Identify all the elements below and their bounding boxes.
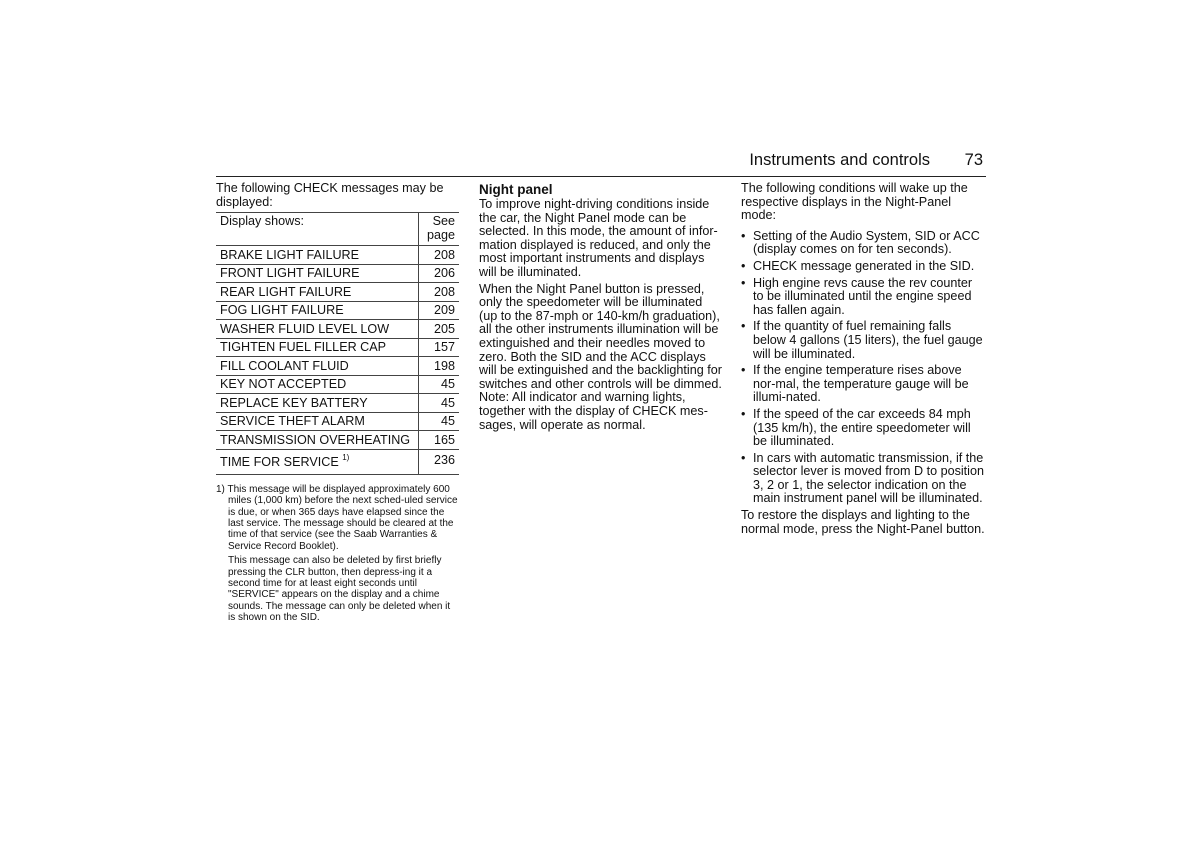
message-label: TRANSMISSION OVERHEATING	[216, 431, 419, 450]
list-item: • If the engine temperature rises above nor-mal, the temperature gauge will be illumi-nated.	[741, 364, 986, 405]
list-item: • CHECK message generated in the SID.	[741, 260, 986, 274]
wake-conditions-intro: The following conditions will wake up the respective displays in the Night-Panel mode:	[741, 181, 968, 223]
footnote-continuation: This message can also be deleted by first briefly pressing the CLR button, then depress-ing it a second time for at least eight seconds until "SERVICE" appears on the display and a chime sounds. The message can only be deleted when it is shown on the SID.	[228, 555, 451, 624]
message-page: 209	[419, 301, 460, 320]
message-page: 208	[419, 246, 460, 265]
footnote-marker: 1)	[342, 452, 350, 462]
message-page: 165	[419, 431, 460, 450]
see-page-header-line2: page	[426, 228, 455, 243]
table-row	[216, 412, 459, 431]
list-item: • In cars with automatic transmission, if the selector lever is moved from D to position 3, 2 or 1, the selector indication on the main instrument panel will be illuminated.	[741, 452, 986, 506]
night-panel-paragraph-1: To improve night-driving conditions inside the car, the Night Panel mode can be selected. In this mode, the amount of infor-mation displayed is reduced, and only the most important instruments and displays will be illuminated.	[479, 197, 718, 279]
table-row	[216, 449, 459, 474]
see-page-header-line1: See	[432, 214, 455, 229]
middle-column	[479, 182, 722, 435]
message-label: SERVICE THEFT ALARM	[216, 412, 419, 431]
table-row	[216, 246, 459, 265]
table-row	[216, 431, 459, 450]
table-row	[216, 338, 459, 357]
table-row	[216, 375, 459, 394]
table-row	[216, 301, 459, 320]
section-title: Instruments and controls	[749, 151, 930, 169]
message-page: 157	[419, 338, 460, 357]
message-page: 236	[419, 449, 460, 474]
message-label: REAR LIGHT FAILURE	[216, 283, 419, 302]
message-label: REPLACE KEY BATTERY	[216, 394, 419, 413]
message-label: WASHER FLUID LEVEL LOW	[216, 320, 419, 339]
list-item: • If the speed of the car exceeds 84 mph (135 km/h), the entire speedometer will be illuminated.	[741, 408, 986, 449]
display-shows-header: Display shows:	[216, 213, 419, 246]
wake-conditions-list	[741, 230, 986, 506]
check-messages-intro: The following CHECK messages may be displayed:	[216, 181, 444, 209]
page-number: 73	[964, 151, 983, 169]
night-panel-paragraph-2: When the Night Panel button is pressed, only the speedometer will be illuminated (up to the 87-mph or 140-km/h graduation), all the other instruments illumination will be extinguished and their needles moved to zero. Both the SID and the ACC displays will be extinguished and the backlighting for switches and other controls will be dimmed. Note: All indicator and warning lights, together with the display of CHECK mes-sages, will operate as normal.	[479, 281, 722, 432]
message-label: KEY NOT ACCEPTED	[216, 375, 419, 394]
table-row	[216, 357, 459, 376]
message-page: 45	[419, 394, 460, 413]
message-page: 45	[419, 412, 460, 431]
message-label: FOG LIGHT FAILURE	[216, 301, 419, 320]
right-column	[741, 182, 986, 539]
message-page: 208	[419, 283, 460, 302]
restore-normal-mode-text: To restore the displays and lighting to the normal mode, press the Night-Panel button.	[741, 508, 985, 536]
table-row	[216, 264, 459, 283]
see-page-header	[419, 213, 460, 246]
left-column	[216, 182, 459, 627]
message-page: 205	[419, 320, 460, 339]
message-label: FRONT LIGHT FAILURE	[216, 264, 419, 283]
list-item: • Setting of the Audio System, SID or ACC (display comes on for ten seconds).	[741, 230, 986, 257]
night-panel-heading: Night panel	[479, 182, 553, 197]
table-header-row	[216, 213, 459, 246]
message-label	[216, 449, 419, 474]
message-page: 206	[419, 264, 460, 283]
check-messages-table	[216, 212, 459, 475]
message-label: FILL COOLANT FLUID	[216, 357, 419, 376]
table-row	[216, 283, 459, 302]
list-item: • High engine revs cause the rev counter to be illuminated until the engine speed has fallen again.	[741, 277, 986, 318]
page-header	[216, 150, 986, 177]
message-page: 45	[419, 375, 460, 394]
footnote-text: 1) This message will be displayed approximately 600 miles (1,000 km) before the next sched-uled service is due, or when 365 days have elapsed since the last service. The message should be cleared at the time of that service (see the Saab Warranties & Service Record Booklet).	[216, 483, 458, 552]
list-item: • If the quantity of fuel remaining falls below 4 gallons (15 liters), the fuel gauge will be illuminated.	[741, 320, 986, 361]
message-page: 198	[419, 357, 460, 376]
table-row	[216, 320, 459, 339]
footnote	[216, 484, 459, 624]
message-label: TIGHTEN FUEL FILLER CAP	[216, 338, 419, 357]
table-row	[216, 394, 459, 413]
message-label: BRAKE LIGHT FAILURE	[216, 246, 419, 265]
time-for-service-label: TIME FOR SERVICE	[220, 454, 339, 469]
